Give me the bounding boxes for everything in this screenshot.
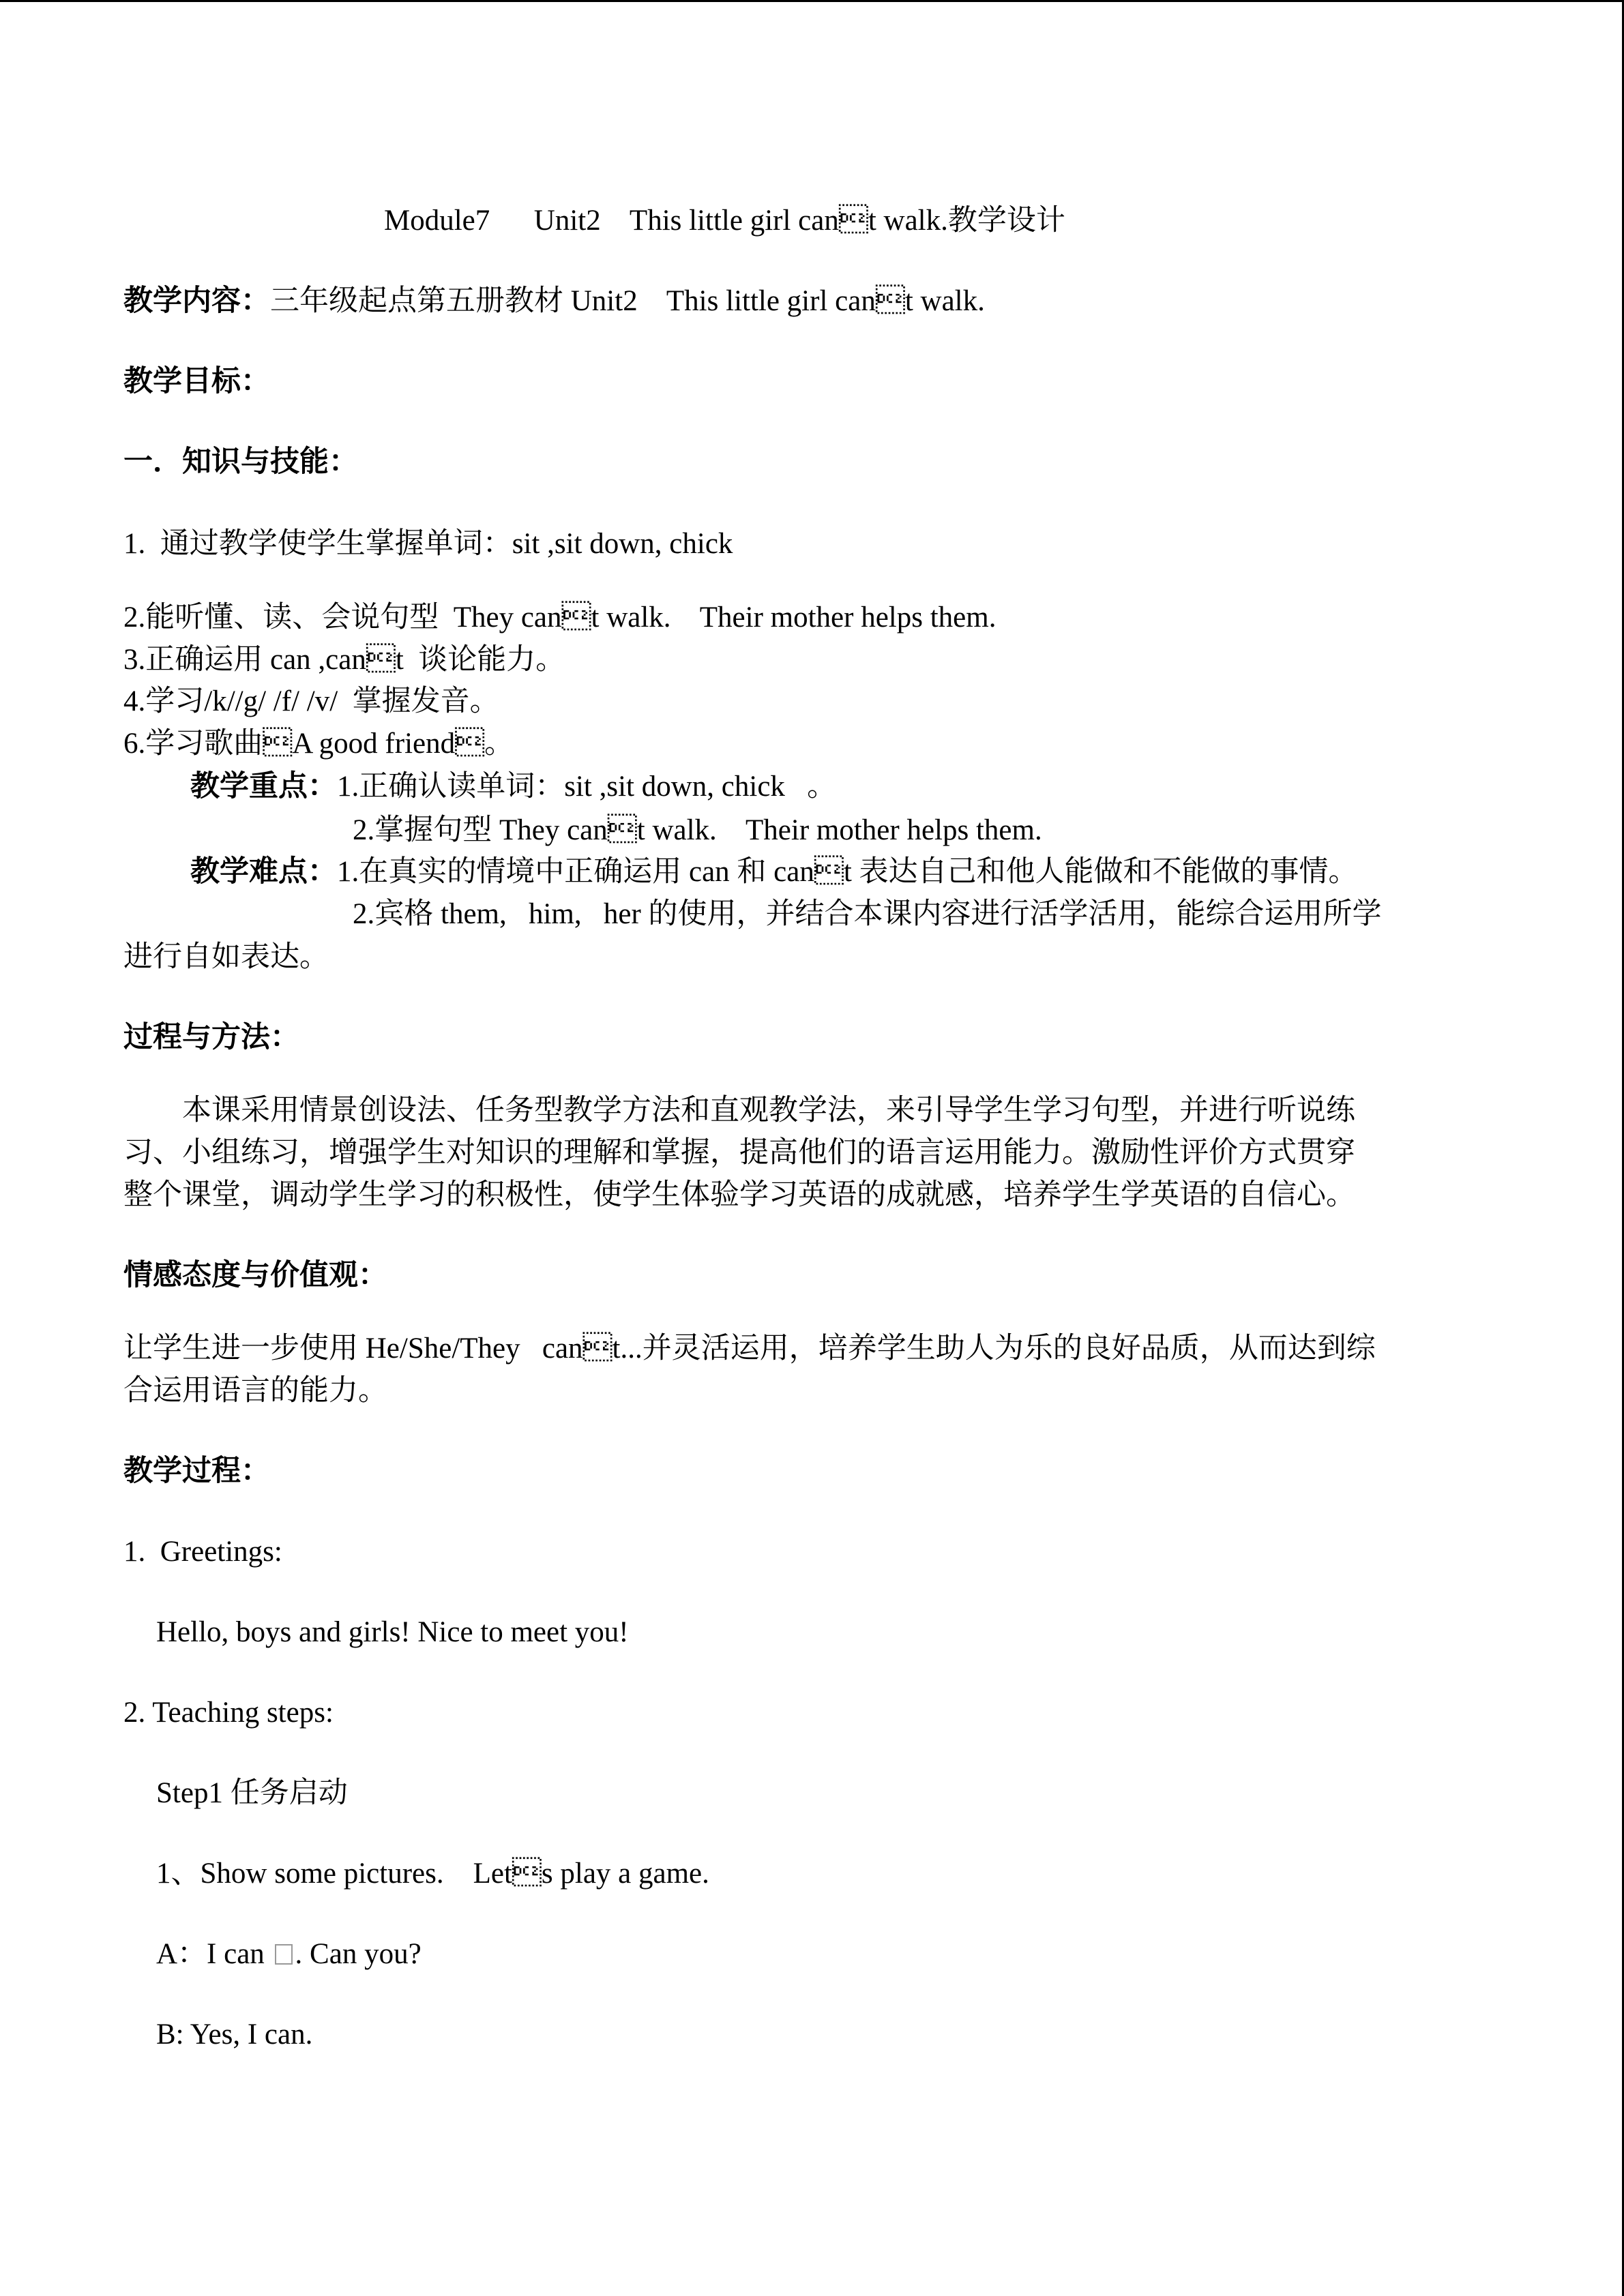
knowledge-heading: 一．知识与技能： xyxy=(123,446,358,478)
emotion-heading: 情感态度与价值观： xyxy=(123,1259,387,1292)
knowledge-item-3: 3.正确运用 can ,cant 谈论能力。 xyxy=(123,644,565,676)
key-points-label: 教学重点： xyxy=(190,771,337,803)
teaching-content-text: 三年级起点第五册教材 Unit2 This little girl cant walk. xyxy=(270,285,985,317)
dialogue-a-suffix: . Can you? xyxy=(295,1938,422,1970)
dialogue-a xyxy=(156,1935,422,1973)
emotion-line-1: 让学生进一步使用 He/She/They cant...并灵活运用，培养学生助人为乐的良好品质，从而达到综 xyxy=(123,1332,1376,1365)
difficult-points-line-1 xyxy=(190,853,1358,891)
teaching-steps-label: 2. Teaching steps: xyxy=(123,1697,334,1729)
teaching-process-heading: 教学过程： xyxy=(123,1455,270,1487)
difficult-point-2: 2.宾格 them, him, her 的使用，并结合本课内容进行活学活用，能综合运用所学 xyxy=(353,898,1382,930)
knowledge-item-2: 2.能听懂、读、会说句型 They cant walk. Their mother helps them. xyxy=(123,601,996,633)
step1-label: Step1 任务启动 xyxy=(156,1777,348,1809)
process-heading: 过程与方法： xyxy=(123,1022,299,1054)
teaching-content-label: 教学内容： xyxy=(123,285,270,317)
teaching-content-line xyxy=(123,282,985,320)
knowledge-item-5: 6.学习歌曲A good friend。 xyxy=(123,728,514,760)
key-point-1: 1.正确认读单词：sit ,sit down, chick 。 xyxy=(337,771,837,803)
greetings-text: Hello, boys and girls! Nice to meet you! xyxy=(156,1616,629,1648)
process-line-3: 整个课堂，调动学生学习的积极性，使学生体验学习英语的成就感，培养学生学英语的自信心。 xyxy=(123,1179,1355,1211)
step1-item: 1、Show some pictures. Lets play a game. xyxy=(156,1858,709,1890)
emotion-line-2: 合运用语言的能力。 xyxy=(123,1375,387,1407)
knowledge-item-4: 4.学习/k//g/ /f/ /v/ 掌握发音。 xyxy=(123,685,499,717)
process-line-1: 本课采用情景创设法、任务型教学方法和直观教学法，来引导学生学习句型，并进行听说练 xyxy=(123,1094,1355,1127)
document-title: Module7 Unit2 This little girl cant walk.教学设计 xyxy=(384,205,1065,237)
difficult-point-continuation: 进行自如表达。 xyxy=(123,941,329,973)
dialogue-b: B: Yes, I can. xyxy=(156,2018,313,2051)
objectives-heading: 教学目标： xyxy=(123,366,270,398)
dialogue-a-prefix: A：I can xyxy=(156,1938,265,1970)
greetings-label: 1. Greetings: xyxy=(123,1536,282,1568)
key-point-2: 2.掌握句型 They cant walk. Their mother helps them. xyxy=(353,814,1042,846)
key-points-line-1 xyxy=(190,768,836,806)
difficult-point-1: 1.在真实的情境中正确运用 can 和 cant 表达自己和他人能做和不能做的事情。 xyxy=(337,856,1358,888)
difficult-points-label: 教学难点： xyxy=(190,856,337,888)
knowledge-item-1: 1. 通过教学使学生掌握单词：sit ,sit down, chick xyxy=(123,528,733,560)
process-line-2: 习、小组练习，增强学生对知识的理解和掌握，提高他们的语言运用能力。激励性评价方式贯穿 xyxy=(123,1137,1355,1169)
blank-box-icon xyxy=(275,1944,293,1965)
